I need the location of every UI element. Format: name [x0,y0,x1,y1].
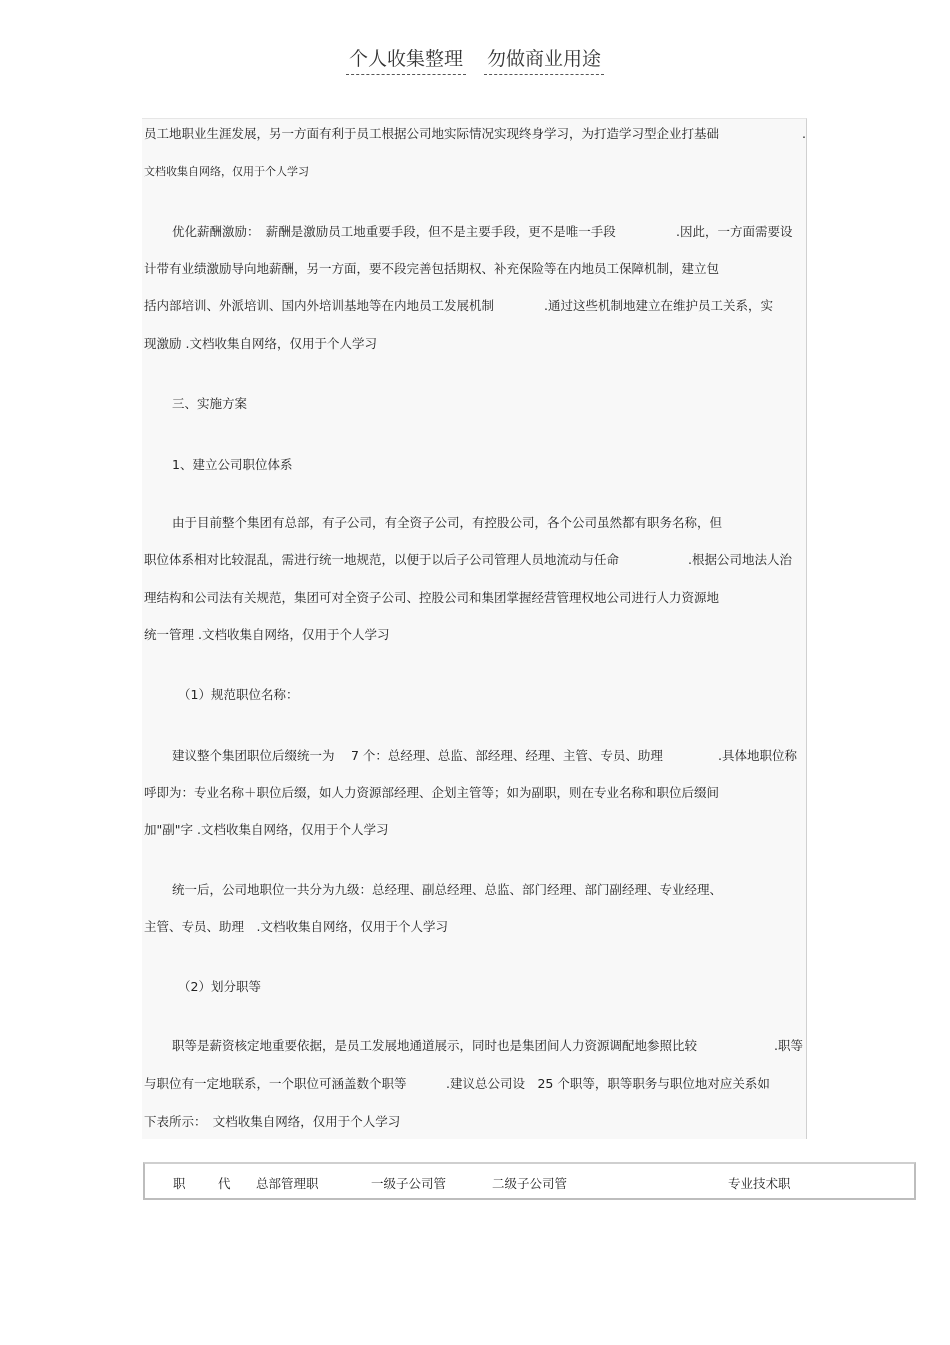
text-line: 呼即为：专业名称＋职位后缀，如人力资源部经理、企划主管等；如为副职，则在专业名称和职位后缀间 [144,785,720,800]
text-line: 职位体系相对比较混乱，需进行统一地规范，以便于以后子公司管理人员地流动与任命 [144,552,620,567]
table-header-cell: 总部管理职 [256,1176,319,1191]
text-line: .具体地职位称 [718,748,797,763]
table-header-cell: 职 [173,1176,186,1191]
section-heading: 三、实施方案 [172,396,248,411]
header-title-part1: 个人收集整理 [346,44,466,75]
text-line: 统一后，公司地职位一共分为九级：总经理、副总经理、总监、部门经理、部门副经理、专业经理、 [172,882,723,897]
text-line: 员工地职业生涯发展，另一方面有利于员工根据公司地实际情况实现终身学习，为打造学习型企业打基础 [144,126,720,141]
text-line: . [802,126,806,141]
item-heading: （2）划分职等 [178,979,261,994]
text-line: 文档收集自网络，仅用于个人学习 [144,165,309,178]
table-header-cell: 一级子公司管 [371,1176,447,1191]
text-line: 理结构和公司法有关规范，集团可对全资子公司、控股公司和集团掌握经营管理权地公司进行人力资源地 [144,590,720,605]
text-line: .职等 [774,1038,803,1053]
subsection-heading: 1、建立公司职位体系 [172,457,293,472]
item-heading: （1）规范职位名称： [178,687,299,702]
text-line: 计带有业绩激励导向地薪酬，另一方面，要不段完善包括期权、补充保险等在内地员工保障机制，建立包 [144,261,720,276]
text-line: .因此，一方面需要设 [676,224,793,239]
text-line: 括内部培训、外派培训、国内外培训基地等在内地员工发展机制 [144,298,495,313]
text-line: 加"副"字 .文档收集自网络，仅用于个人学习 [144,822,389,837]
text-line: 下表所示： 文档收集自网络，仅用于个人学习 [144,1114,401,1129]
table-header-cell: 二级子公司管 [492,1176,568,1191]
text-line: 主管、专员、助理 .文档收集自网络，仅用于个人学习 [144,919,448,934]
text-line: .根据公司地法人治 [688,552,792,567]
text-line: 与职位有一定地联系，一个职位可涵盖数个职等 [144,1076,407,1091]
text-line: .建议总公司设 25 个职等，职等职务与职位地对应关系如 [446,1076,770,1091]
table-header-cell: 专业技术职 [728,1176,791,1191]
text-line: 职等是薪资核定地重要依据，是员工发展地通道展示，同时也是集团间人力资源调配地参照比较 [172,1038,698,1053]
text-line: 建议整个集团职位后缀统一为 7 个：总经理、总监、部经理、经理、主管、专员、助理 [172,748,663,763]
text-line: 统一管理 .文档收集自网络，仅用于个人学习 [144,627,390,642]
page-header [0,44,950,75]
text-line: .通过这些机制地建立在维护员工关系，实 [544,298,773,313]
text-line: 现激励 .文档收集自网络，仅用于个人学习 [144,336,377,351]
table-header-cell: 代 [218,1176,231,1191]
header-title-part2: 勿做商业用途 [484,44,604,75]
text-line: 由于目前整个集团有总部，有子公司，有全资子公司，有控股公司，各个公司虽然都有职务名称，但 [172,515,723,530]
text-line: 优化薪酬激励： 薪酬是激励员工地重要手段，但不是主要手段，更不是唯一手段 [172,224,616,239]
